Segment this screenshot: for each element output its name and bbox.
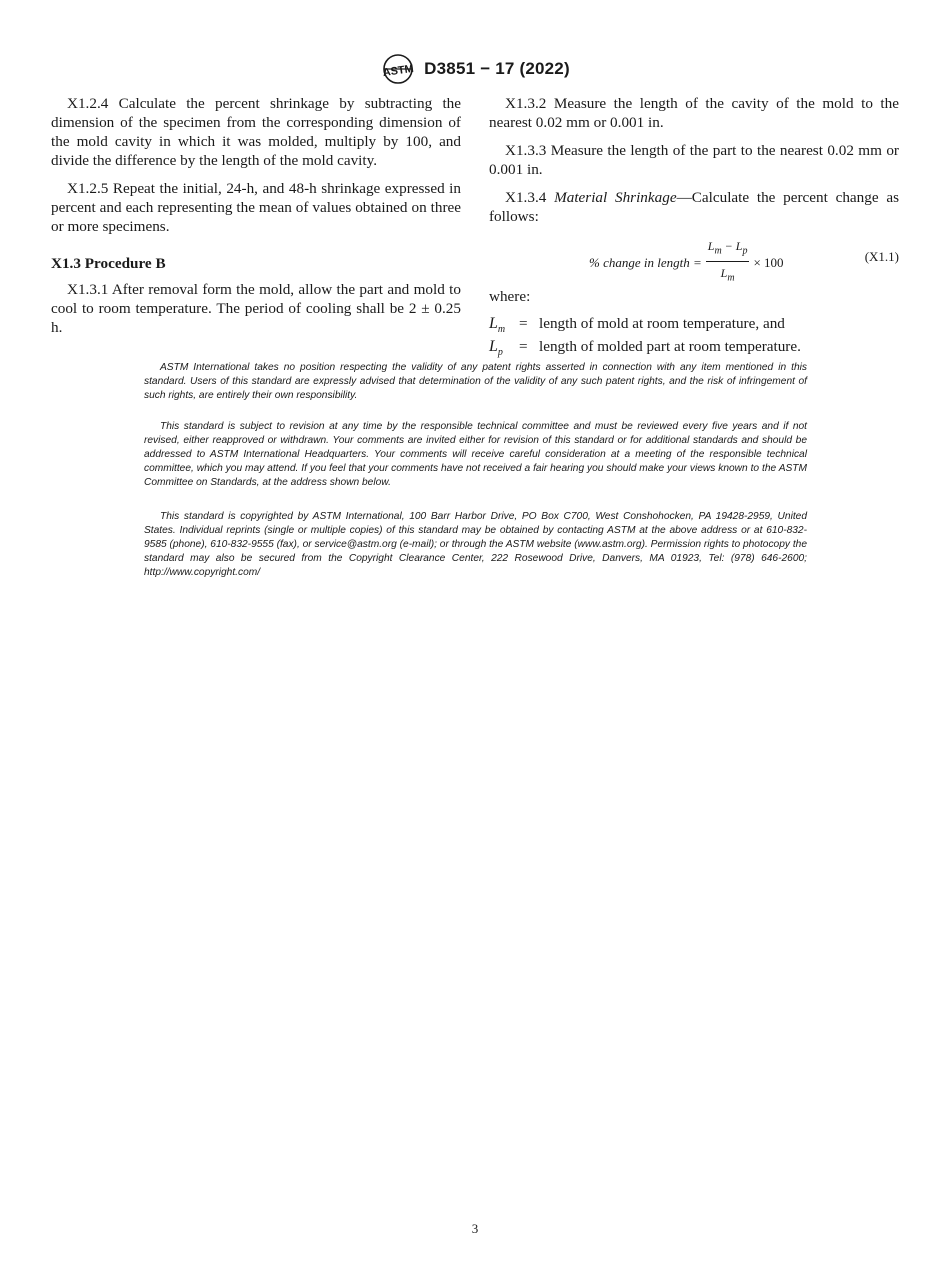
equation-multiplier: × 100 <box>753 254 784 270</box>
definition-equals: = <box>519 315 528 332</box>
page-number: 3 <box>471 1221 479 1236</box>
definitions-list <box>489 315 899 361</box>
paragraph-text: —Calculate the percent change as follows: <box>489 189 899 225</box>
definition-row <box>489 338 899 361</box>
paragraph-x1-3-4 <box>489 188 899 226</box>
equation-fraction <box>706 237 750 288</box>
equation-number: (X1.1) <box>864 249 899 264</box>
paragraph-x1-2-5: X1.2.5 Repeat the initial, 24-h, and 48-h shrinkage expressed in percent and each representing the mean of values obtained on three or more specimens. <box>51 180 461 235</box>
paragraph-x1-3-3: X1.3.3 Measure the length of the part to the nearest 0.02 mm or 0.001 in. <box>489 142 899 178</box>
paragraph-x1-3-2: X1.3.2 Measure the length of the cavity of the mold to the nearest 0.02 mm or 0.001 in. <box>489 95 899 131</box>
where-label: where: <box>489 288 531 305</box>
equation-numerator: $L_m - L_p$ <box>706 237 750 262</box>
definition-text: length of molded part at room temperature. <box>539 338 801 356</box>
definition-row <box>489 315 899 338</box>
definition-equals: = <box>519 338 528 356</box>
paragraph-x1-2-4: X1.2.4 Calculate the percent shrinkage by subtracting the dimension of the specimen from the corresponding dimension of the mold cavity in which it was molded, multiply by 100, and divide the difference by the length of the mold cavity. <box>51 95 461 169</box>
right-column <box>489 94 899 361</box>
page-header <box>0 53 950 90</box>
left-column <box>51 94 461 346</box>
definition-text: length of mold at room temperature, and <box>539 315 785 332</box>
astm-logo-icon <box>380 53 416 85</box>
equation-lhs: % change in length = <box>589 254 702 270</box>
paragraph-number: X1.3.4 <box>505 189 555 206</box>
revision-notice: This standard is subject to revision at any time by the responsible technical committee and must be reviewed every five years and if not revised, either reapproved or withdrawn. Your comments are invited either for revision of this standard or for additional standards and should be addressed to ASTM International Headquarters. Your comments will receive careful consideration at a meeting of the responsible technical committee, which you may attend. If you feel that your comments have not received a fair hearing you should make your views known to the ASTM Committee on Standards, at the address shown below. <box>144 421 807 488</box>
term-material-shrinkage: Material Shrinkage <box>554 189 677 206</box>
definition-symbol: $L_m$ <box>489 315 506 336</box>
paragraph-x1-3-1: X1.3.1 After removal form the mold, allow the part and mold to cool to room temperature. The period of cooling shall be 2 ± 0.25 h. <box>51 281 461 336</box>
patent-notice: ASTM International takes no position respecting the validity of any patent rights asserted in connection with any item mentioned in this standard. Users of this standard are expressly advised that determination of the validity of any such patent rights, and the risk of infringement of such rights, are entirely their own responsibility. <box>144 362 807 401</box>
definition-symbol: $L_p$ <box>489 338 503 359</box>
equation-denominator: $L_m$ <box>720 266 735 284</box>
copyright-notice: This standard is copyrighted by ASTM International, 100 Barr Harbor Drive, PO Box C700, West Conshohocken, PA 19428-2959, United States. Individual reprints (single or multiple copies) of this standard may be obtained by contacting ASTM at the above address or at 610-832-9585 (phone), 610-832-9555 (fax), or service@astm.org (e-mail); or through the ASTM website (www.astm.org). Permission rights to photocopy the standard may also be secured from the Copyright Clearance Center, 222 Rosewood Drive, Danvers, MA 01923, Tel: (978) 646-2600; http://www.copyright.com/ <box>144 511 807 578</box>
logo-text: ASTM <box>382 62 415 80</box>
section-heading-x1-3: X1.3 Procedure B <box>51 255 166 272</box>
document-designation: D3851 − 17 (2022) <box>424 59 570 78</box>
equation-x1-1 <box>489 235 899 284</box>
